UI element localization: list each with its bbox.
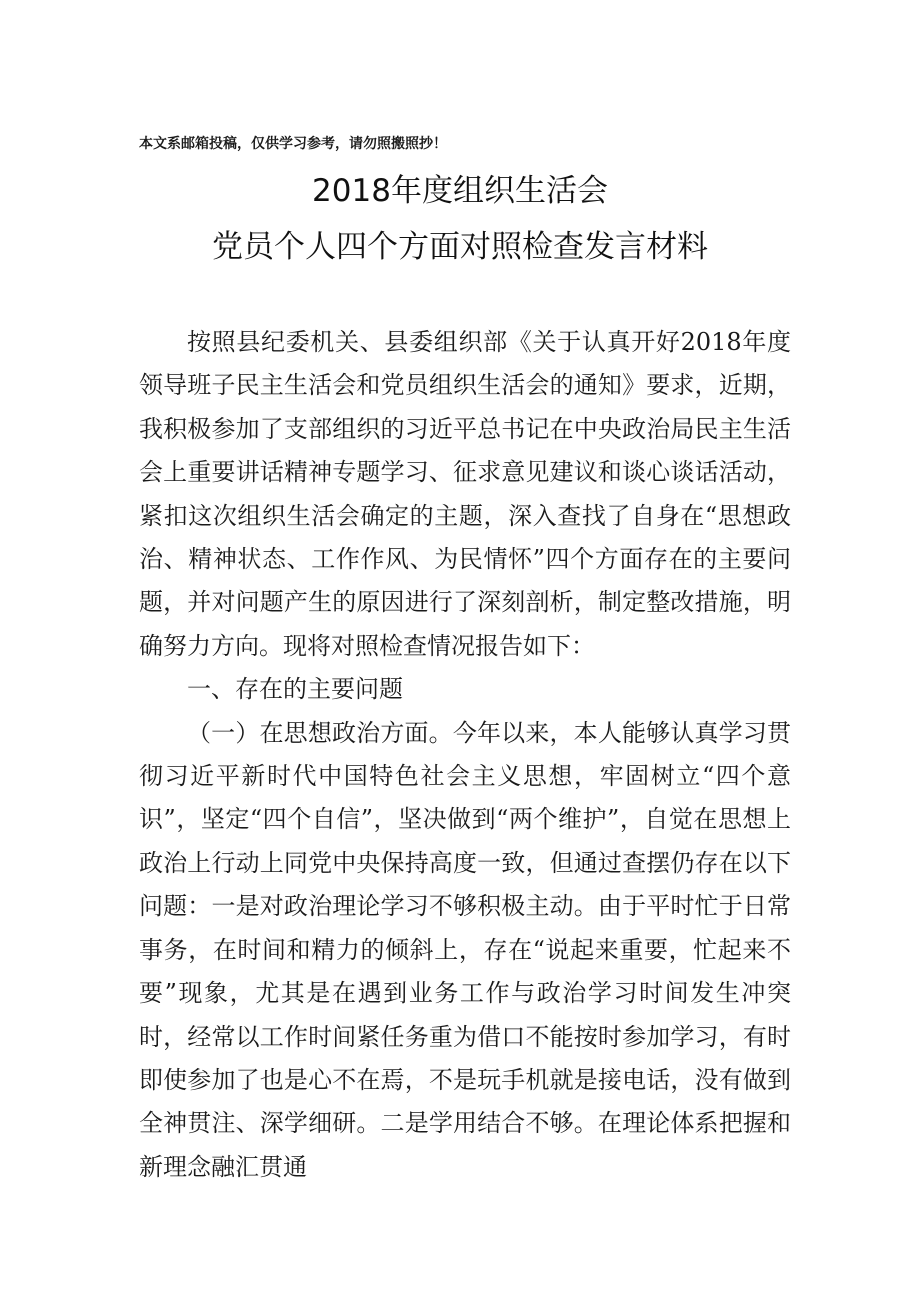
submission-notice: 本文系邮箱投稿，仅供学习参考，请勿照搬照抄！	[139, 136, 447, 152]
document-title-line-1: 2018年度组织生活会	[312, 173, 608, 209]
document-title-line-2: 党员个人四个方面对照检查发言材料	[212, 229, 708, 265]
intro-paragraph: 按照县纪委机关、县委组织部《关于认真开好2018年度领导班子民主生活会和党员组织生活会的通知》要求，近期，我积极参加了支部组织的习近平总书记在中央政治局民主生活会上重要讲话精神专题学习、征求意见建议和谈心谈话活动，紧扣这次组织生活会确定的主题，深入查找了自身在“思想政治、精神状态、工作作风、为民情怀”四个方面存在的主要问题，并对问题产生的原因进行了深刻剖析，制定整改措施，明确努力方向。现将对照检查情况报告如下：	[139, 328, 791, 660]
subsection-ideological-political: （一）在思想政治方面。今年以来，本人能够认真学习贯彻习近平新时代中国特色社会主义思想，牢固树立“四个意识”，坚定“四个自信”，坚决做到“两个维护”，自觉在思想上政治上行动上同党中央保持高度一致，但通过查摆仍存在以下问题：一是对政治理论学习不够积极主动。由于平时忙于日常事务，在时间和精力的倾斜上，存在“说起来重要，忙起来不要”现象，尤其是在遇到业务工作与政治学习时间发生冲突时，经常以工作时间紧任务重为借口不能按时参加学习，有时即使参加了也是心不在焉，不是玩手机就是接电话，没有做到全神贯注、深学细研。二是学用结合不够。在理论体系把握和新理念融汇贯通	[139, 718, 791, 1181]
section-heading-problems: 一、存在的主要问题	[187, 675, 403, 704]
document-body	[139, 321, 791, 1189]
